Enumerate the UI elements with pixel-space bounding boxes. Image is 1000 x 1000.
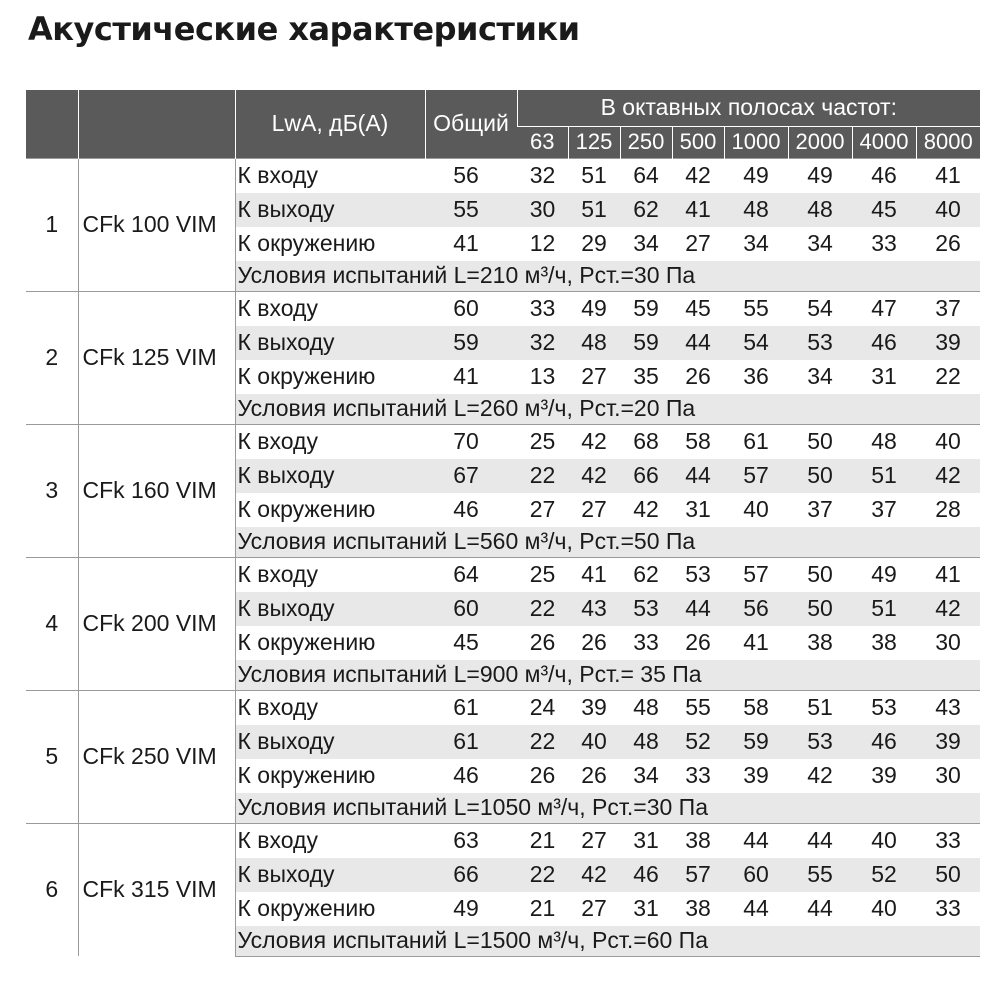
band-value-500: 42 — [672, 158, 724, 193]
band-value-4000: 46 — [852, 326, 916, 360]
band-value-125: 27 — [581, 895, 607, 921]
row-label: К окружению — [237, 629, 376, 655]
row-number: 1 — [26, 158, 78, 291]
band-value-1000: 49 — [724, 158, 788, 193]
band-value-1000: 44 — [724, 823, 788, 858]
row-label: К входу — [235, 690, 425, 725]
header-freq-125: 125 — [568, 126, 620, 158]
band-value-500: 38 — [685, 895, 711, 921]
band-value-125: 43 — [568, 592, 620, 626]
band-value-63: 22 — [517, 459, 568, 493]
total-value: 61 — [425, 725, 517, 759]
band-value-1000: 56 — [724, 592, 788, 626]
table-row — [26, 823, 980, 858]
band-value-8000: 39 — [916, 326, 980, 360]
band-value-1000: 41 — [743, 629, 769, 655]
header-model-cell — [78, 90, 235, 158]
band-value-125: 27 — [581, 363, 607, 389]
row-label: К входу — [235, 424, 425, 459]
band-value-8000: 28 — [935, 496, 961, 522]
band-value-1000: 55 — [724, 291, 788, 326]
band-value-125: 40 — [568, 725, 620, 759]
row-number: 4 — [26, 557, 78, 690]
band-value-500: 44 — [672, 459, 724, 493]
total-value: 60 — [425, 592, 517, 626]
total-value: 46 — [453, 496, 479, 522]
band-value-2000: 38 — [807, 629, 833, 655]
band-value-8000: 33 — [916, 823, 980, 858]
band-value-2000: 55 — [788, 858, 852, 892]
band-value-63: 22 — [517, 858, 568, 892]
band-value-63: 21 — [517, 823, 568, 858]
band-value-2000: 51 — [788, 690, 852, 725]
band-value-2000: 50 — [788, 557, 852, 592]
band-value-8000: 41 — [916, 158, 980, 193]
band-value-8000: 50 — [916, 858, 980, 892]
band-value-4000: 51 — [852, 592, 916, 626]
band-value-125: 51 — [568, 193, 620, 227]
band-value-500: 58 — [672, 424, 724, 459]
band-value-125: 26 — [581, 762, 607, 788]
band-value-250: 59 — [620, 326, 672, 360]
band-value-250: 31 — [633, 895, 659, 921]
band-value-250: 46 — [620, 858, 672, 892]
row-label: К окружению — [237, 363, 376, 389]
band-value-4000: 47 — [852, 291, 916, 326]
test-conditions: Условия испытаний L=210 м³/ч, Рст.=30 Па — [235, 261, 980, 292]
band-value-8000: 30 — [935, 629, 961, 655]
band-value-125: 51 — [568, 158, 620, 193]
band-value-500: 41 — [672, 193, 724, 227]
band-value-8000: 26 — [935, 230, 961, 256]
band-value-63: 24 — [517, 690, 568, 725]
band-value-63: 25 — [517, 557, 568, 592]
band-value-2000: 50 — [788, 424, 852, 459]
band-value-8000: 33 — [935, 895, 961, 921]
total-value: 70 — [425, 424, 517, 459]
band-value-2000: 44 — [788, 823, 852, 858]
total-value: 41 — [453, 230, 479, 256]
band-value-250: 34 — [633, 762, 659, 788]
total-value: 67 — [425, 459, 517, 493]
band-value-1000: 59 — [724, 725, 788, 759]
total-value: 66 — [425, 858, 517, 892]
band-value-250: 34 — [633, 230, 659, 256]
total-value: 49 — [453, 895, 479, 921]
band-value-4000: 52 — [852, 858, 916, 892]
header-freq-4000: 4000 — [852, 126, 916, 158]
band-value-63: 30 — [517, 193, 568, 227]
header-freq-250: 250 — [620, 126, 672, 158]
total-value: 41 — [453, 363, 479, 389]
row-label: К выходу — [235, 459, 425, 493]
band-value-8000: 22 — [935, 363, 961, 389]
band-value-63: 22 — [517, 725, 568, 759]
row-label: К выходу — [235, 858, 425, 892]
band-value-4000: 46 — [852, 158, 916, 193]
band-value-125: 41 — [568, 557, 620, 592]
band-value-63: 21 — [529, 895, 556, 921]
row-label: К выходу — [235, 326, 425, 360]
band-value-500: 57 — [672, 858, 724, 892]
model-name: CFk 315 VIM — [78, 823, 235, 956]
total-value: 55 — [425, 193, 517, 227]
test-conditions: Условия испытаний L=560 м³/ч, Рст.=50 Па — [235, 527, 980, 558]
model-name: CFk 100 VIM — [78, 158, 235, 291]
band-value-63: 13 — [529, 363, 556, 389]
band-value-125: 27 — [581, 496, 607, 522]
band-value-63: 32 — [517, 158, 568, 193]
row-label: К входу — [235, 557, 425, 592]
row-label: К входу — [235, 291, 425, 326]
band-value-4000: 48 — [852, 424, 916, 459]
band-value-4000: 45 — [852, 193, 916, 227]
band-value-1000: 57 — [724, 459, 788, 493]
total-value: 46 — [453, 762, 479, 788]
band-value-8000: 30 — [935, 762, 961, 788]
test-conditions: Условия испытаний L=1050 м³/ч, Рст.=30 Па — [235, 793, 980, 824]
header-num-cell — [26, 90, 78, 158]
band-value-250: 31 — [620, 823, 672, 858]
band-value-250: 64 — [620, 158, 672, 193]
row-number: 5 — [26, 690, 78, 823]
band-value-125: 42 — [568, 424, 620, 459]
band-value-63: 33 — [517, 291, 568, 326]
band-value-500: 44 — [672, 592, 724, 626]
band-value-125: 26 — [581, 629, 607, 655]
row-number: 6 — [26, 823, 78, 956]
band-value-1000: 39 — [743, 762, 769, 788]
row-number: 2 — [26, 291, 78, 424]
band-value-2000: 49 — [788, 158, 852, 193]
band-value-250: 42 — [633, 496, 659, 522]
header-freq-2000: 2000 — [788, 126, 852, 158]
band-value-8000: 43 — [916, 690, 980, 725]
band-value-63: 22 — [517, 592, 568, 626]
band-value-500: 52 — [672, 725, 724, 759]
row-number: 3 — [26, 424, 78, 557]
header-total: Общий — [425, 90, 517, 158]
header-freq-1000: 1000 — [724, 126, 788, 158]
band-value-4000: 37 — [871, 496, 897, 522]
total-value: 61 — [425, 690, 517, 725]
band-value-2000: 37 — [807, 496, 833, 522]
band-value-1000: 61 — [724, 424, 788, 459]
total-value: 45 — [453, 629, 479, 655]
band-value-125: 49 — [568, 291, 620, 326]
band-value-1000: 34 — [743, 230, 769, 256]
header-lwa: LwA, дБ(A) — [235, 90, 425, 158]
band-value-8000: 40 — [916, 424, 980, 459]
band-value-500: 31 — [685, 496, 711, 522]
total-value: 60 — [425, 291, 517, 326]
band-value-125: 29 — [581, 230, 607, 256]
band-value-4000: 49 — [852, 557, 916, 592]
band-value-2000: 53 — [788, 725, 852, 759]
band-value-500: 45 — [672, 291, 724, 326]
band-value-4000: 51 — [852, 459, 916, 493]
band-value-125: 27 — [568, 823, 620, 858]
band-value-1000: 44 — [743, 895, 769, 921]
band-value-2000: 53 — [788, 326, 852, 360]
row-label: К входу — [235, 158, 425, 193]
row-label: К выходу — [235, 725, 425, 759]
total-value: 59 — [425, 326, 517, 360]
band-value-1000: 58 — [724, 690, 788, 725]
header-octave-bands: В октавных полосах частот: — [517, 90, 980, 126]
band-value-250: 62 — [620, 557, 672, 592]
band-value-4000: 39 — [871, 762, 897, 788]
band-value-63: 26 — [529, 762, 556, 788]
model-name: CFk 200 VIM — [78, 557, 235, 690]
band-value-4000: 38 — [871, 629, 897, 655]
band-value-8000: 42 — [916, 592, 980, 626]
model-name: CFk 125 VIM — [78, 291, 235, 424]
band-value-250: 62 — [620, 193, 672, 227]
band-value-250: 53 — [620, 592, 672, 626]
header-freq-63: 63 — [517, 126, 568, 158]
band-value-4000: 53 — [852, 690, 916, 725]
table-row — [26, 557, 980, 592]
table-row — [26, 424, 980, 459]
band-value-2000: 48 — [788, 193, 852, 227]
row-label: К окружению — [237, 762, 376, 788]
table-row — [26, 690, 980, 725]
row-label: К окружению — [237, 496, 376, 522]
header-freq-8000: 8000 — [916, 126, 980, 158]
band-value-8000: 39 — [916, 725, 980, 759]
band-value-500: 38 — [672, 823, 724, 858]
band-value-2000: 54 — [788, 291, 852, 326]
band-value-2000: 34 — [807, 230, 833, 256]
band-value-8000: 37 — [916, 291, 980, 326]
band-value-250: 35 — [633, 363, 659, 389]
row-label: К окружению — [237, 895, 376, 921]
band-value-500: 26 — [685, 629, 711, 655]
band-value-250: 48 — [620, 725, 672, 759]
band-value-63: 26 — [529, 629, 556, 655]
band-value-125: 48 — [568, 326, 620, 360]
band-value-125: 42 — [568, 858, 620, 892]
row-label: К окружению — [237, 230, 376, 256]
total-value: 63 — [425, 823, 517, 858]
model-name: CFk 250 VIM — [78, 690, 235, 823]
header-freq-500: 500 — [672, 126, 724, 158]
table-header — [26, 90, 980, 158]
band-value-1000: 40 — [743, 496, 769, 522]
band-value-250: 59 — [620, 291, 672, 326]
band-value-500: 44 — [672, 326, 724, 360]
test-conditions: Условия испытаний L=1500 м³/ч, Рст.=60 Па — [235, 926, 980, 957]
total-value: 64 — [425, 557, 517, 592]
test-conditions: Условия испытаний L=260 м³/ч, Рст.=20 Па — [235, 394, 980, 425]
row-label: К входу — [235, 823, 425, 858]
band-value-63: 12 — [529, 230, 556, 256]
band-value-4000: 31 — [871, 363, 897, 389]
band-value-500: 55 — [672, 690, 724, 725]
band-value-250: 48 — [620, 690, 672, 725]
band-value-63: 27 — [529, 496, 556, 522]
band-value-8000: 41 — [916, 557, 980, 592]
test-conditions: Условия испытаний L=900 м³/ч, Рст.= 35 Па — [235, 660, 980, 691]
band-value-63: 32 — [517, 326, 568, 360]
table-body — [26, 158, 980, 956]
band-value-500: 27 — [685, 230, 711, 256]
band-value-250: 68 — [620, 424, 672, 459]
page-title: Акустические характеристики — [28, 10, 580, 48]
band-value-4000: 33 — [871, 230, 897, 256]
band-value-500: 33 — [685, 762, 711, 788]
band-value-500: 53 — [672, 557, 724, 592]
band-value-2000: 44 — [807, 895, 833, 921]
band-value-63: 25 — [517, 424, 568, 459]
band-value-1000: 48 — [724, 193, 788, 227]
table-row — [26, 291, 980, 326]
band-value-1000: 54 — [724, 326, 788, 360]
band-value-2000: 50 — [788, 459, 852, 493]
band-value-500: 26 — [685, 363, 711, 389]
band-value-1000: 36 — [743, 363, 769, 389]
band-value-4000: 40 — [852, 823, 916, 858]
band-value-4000: 40 — [871, 895, 897, 921]
band-value-2000: 50 — [788, 592, 852, 626]
total-value: 56 — [425, 158, 517, 193]
acoustic-table — [26, 90, 980, 957]
band-value-2000: 34 — [807, 363, 833, 389]
row-label: К выходу — [235, 592, 425, 626]
band-value-125: 42 — [568, 459, 620, 493]
band-value-1000: 57 — [724, 557, 788, 592]
band-value-8000: 40 — [916, 193, 980, 227]
band-value-1000: 60 — [724, 858, 788, 892]
band-value-4000: 46 — [852, 725, 916, 759]
row-label: К выходу — [235, 193, 425, 227]
band-value-2000: 42 — [807, 762, 833, 788]
band-value-250: 66 — [620, 459, 672, 493]
model-name: CFk 160 VIM — [78, 424, 235, 557]
band-value-8000: 42 — [916, 459, 980, 493]
band-value-250: 33 — [633, 629, 659, 655]
table-row — [26, 158, 980, 193]
band-value-125: 39 — [568, 690, 620, 725]
